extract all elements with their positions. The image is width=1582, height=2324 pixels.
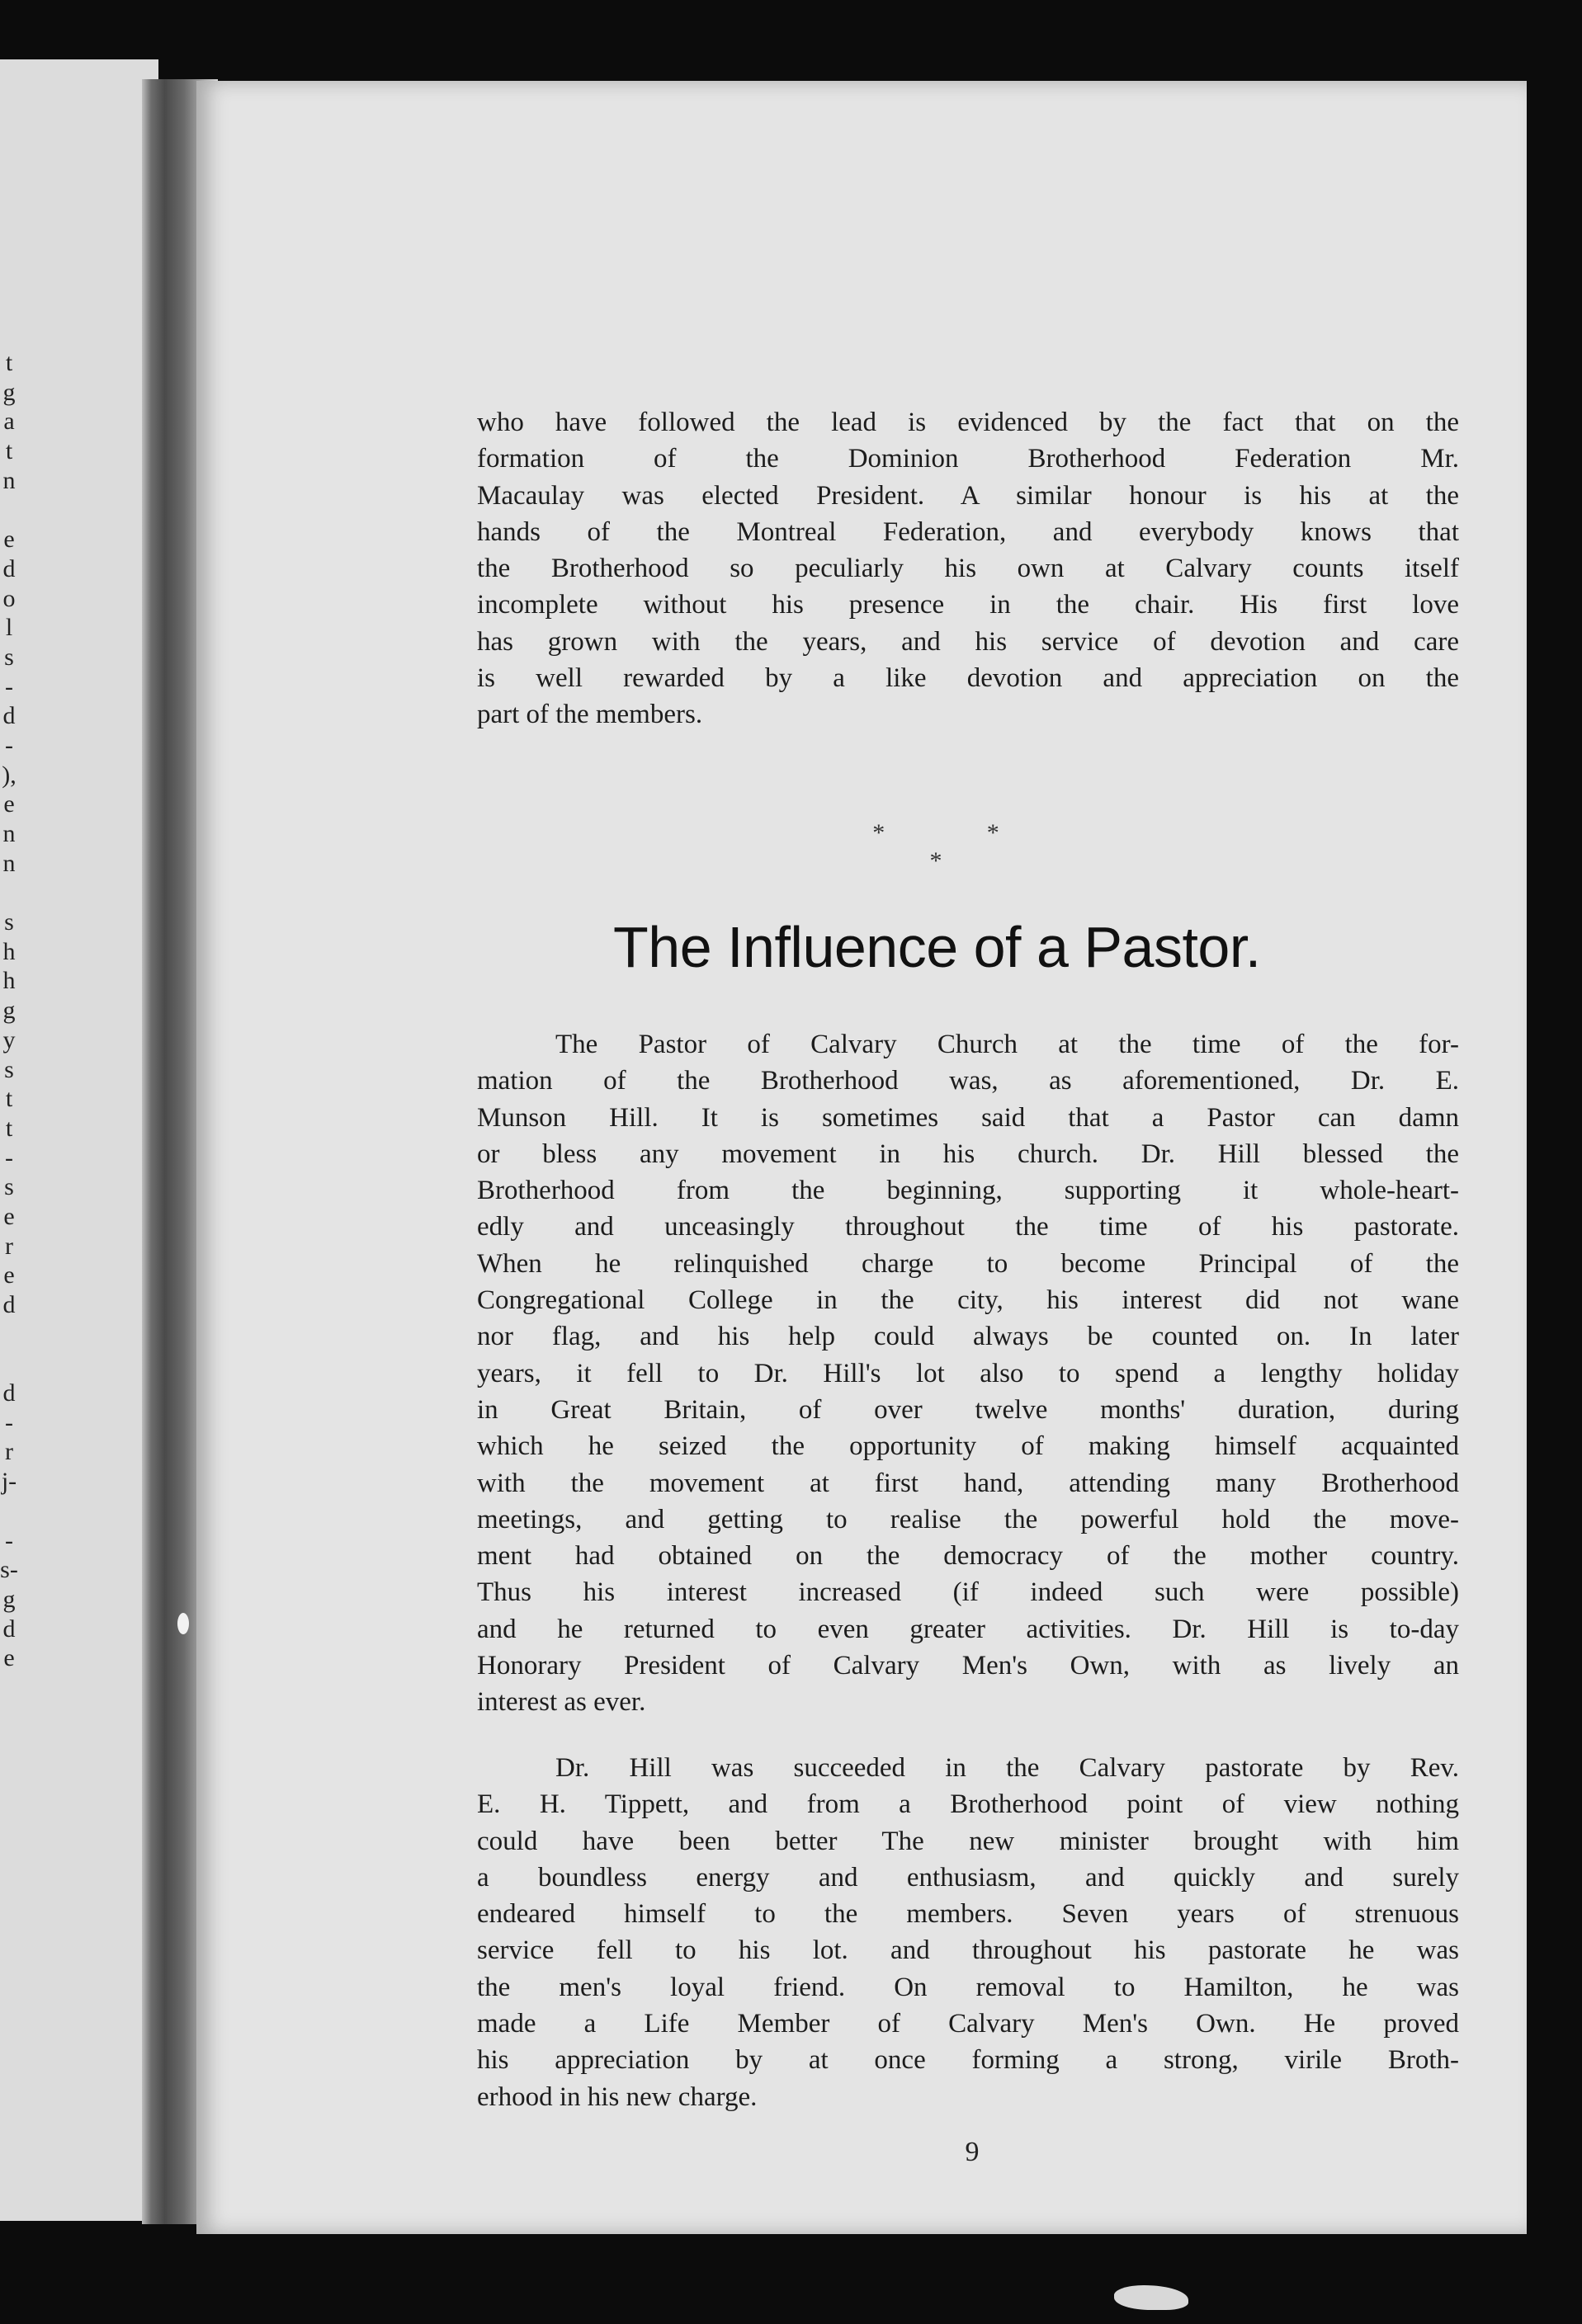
- cropped-letter: d: [2, 554, 16, 582]
- document-page: [196, 81, 1527, 2234]
- cropped-letter: s: [4, 908, 14, 936]
- cropped-letter: d: [2, 1291, 16, 1318]
- section-separator: * * *: [872, 819, 1047, 874]
- cropped-letter: r: [5, 1438, 13, 1466]
- cropped-letter: [0, 495, 18, 525]
- text-line: Macaulay was elected President. A similar honour is his at the: [477, 480, 1459, 511]
- page-number: 9: [965, 2137, 980, 2167]
- cropped-letter: a: [3, 408, 15, 436]
- cropped-letter: y: [2, 1025, 16, 1054]
- text-line: or bless any movement in his church. Dr. Hill blessed the: [477, 1138, 1459, 1169]
- cropped-letter: [0, 878, 18, 907]
- text-line: Thus his interest increased (if indeed such were possible): [477, 1577, 1459, 1608]
- text-line: Dr. Hill was succeeded in the Calvary pastorate by Rev.: [555, 1753, 1459, 1783]
- cropped-letter: s-: [0, 1556, 18, 1584]
- text-line: with the movement at first hand, attending many Brotherhood: [477, 1468, 1459, 1498]
- left-page-cropped-text: [0, 348, 18, 1673]
- text-line: Munson Hill. It is sometimes said that a Pastor can damn: [477, 1102, 1459, 1133]
- text-line: which he seized the opportunity of making himself acquainted: [477, 1431, 1459, 1462]
- text-line: who have followed the lead is evidenced by the fact that on the: [477, 408, 1459, 437]
- cropped-letter: g: [2, 378, 16, 406]
- text-line: ment had obtained on the democracy of the mother country.: [477, 1541, 1459, 1572]
- cropped-letter: g: [2, 1585, 16, 1613]
- cropped-letter: [0, 1320, 18, 1350]
- cropped-letter: h: [2, 937, 16, 965]
- text-line: Honorary President of Calvary Men's Own, with as lively an: [477, 1651, 1459, 1681]
- cropped-letter: ),: [2, 761, 17, 789]
- cropped-letter: -: [5, 1143, 13, 1171]
- cropped-letter: [0, 1497, 18, 1526]
- text-line: part of the members.: [477, 700, 703, 730]
- cropped-letter: l: [5, 614, 13, 642]
- cropped-letter: t: [5, 437, 13, 465]
- text-line: nor flag, and his help could always be counted on. In later: [477, 1322, 1459, 1352]
- cropped-letter: s: [4, 643, 14, 671]
- cropped-letter: n: [2, 849, 16, 877]
- text-line: meetings, and getting to realise the powerful hold the move-: [477, 1504, 1459, 1534]
- cropped-letter: j-: [1, 1468, 17, 1496]
- left-facing-page: [0, 59, 158, 2221]
- cropped-letter: h: [2, 967, 16, 995]
- paragraph-2: [477, 1026, 1459, 1721]
- cropped-letter: n: [2, 820, 16, 847]
- paragraph-1: [477, 404, 1459, 733]
- text-line: When he relinquished charge to become Principal of the: [477, 1248, 1459, 1279]
- text-line: and he returned to even greater activities. Dr. Hill is to-day: [477, 1614, 1459, 1644]
- text-line: edly and unceasingly throughout the time of his pastorate.: [477, 1212, 1459, 1242]
- cropped-letter: -: [5, 731, 13, 759]
- text-line: hands of the Montreal Federation, and everybody knows that: [477, 516, 1459, 547]
- cropped-letter: g: [2, 997, 16, 1025]
- text-line: could have been better The new minister brought with him: [477, 1826, 1459, 1856]
- section-heading: The Influence of a Pastor.: [613, 915, 1261, 979]
- text-line: Brotherhood from the beginning, supporting it whole-heart-: [477, 1176, 1459, 1206]
- text-line: erhood in his new charge.: [477, 2081, 758, 2112]
- cropped-letter: t: [5, 349, 13, 376]
- text-line: The Pastor of Calvary Church at the time of the for-: [555, 1030, 1459, 1059]
- text-line: formation of the Dominion Brotherhood Federation Mr.: [477, 444, 1459, 474]
- text-line: has grown with the years, and his service of devotion and care: [477, 626, 1459, 657]
- cropped-letter: d: [2, 702, 16, 730]
- text-line: a boundless energy and enthusiasm, and quickly and surely: [477, 1862, 1459, 1893]
- cropped-letter: e: [3, 526, 15, 554]
- text-line: the men's loyal friend. On removal to Hamilton, he was: [477, 1972, 1459, 2002]
- cropped-letter: d: [2, 1615, 16, 1643]
- cropped-letter: t: [5, 1085, 13, 1113]
- cropped-letter: s: [4, 1055, 14, 1083]
- cropped-letter: -: [5, 1408, 13, 1436]
- cropped-letter: e: [3, 1202, 15, 1230]
- text-line: interest as ever.: [477, 1687, 646, 1718]
- cropped-letter: s: [4, 1173, 14, 1201]
- cropped-letter: e: [3, 1644, 15, 1672]
- text-line: incomplete without his presence in the chair. His first love: [477, 590, 1459, 620]
- cropped-letter: e: [3, 790, 15, 818]
- text-line: his appreciation by at once forming a strong, virile Broth-: [477, 2045, 1459, 2076]
- cropped-letter: o: [2, 584, 16, 612]
- cropped-letter: [0, 1349, 18, 1379]
- text-line: endeared himself to the members. Seven years of strenuous: [477, 1899, 1459, 1930]
- cropped-letter: d: [2, 1379, 16, 1407]
- text-line: made a Life Member of Calvary Men's Own. He proved: [477, 2009, 1459, 2039]
- cropped-letter: n: [2, 466, 16, 494]
- cropped-letter: t: [5, 1114, 13, 1142]
- text-line: Congregational College in the city, his interest did not wane: [477, 1285, 1459, 1316]
- cropped-letter: e: [3, 1261, 15, 1289]
- text-line: in Great Britain, of over twelve months' duration, during: [477, 1394, 1459, 1425]
- text-line: service fell to his lot. and throughout his pastorate he was: [477, 1935, 1459, 1966]
- scan-speck: [177, 1613, 189, 1634]
- text-line: is well rewarded by a like devotion and appreciation on the: [477, 663, 1459, 694]
- text-line: E. H. Tippett, and from a Brotherhood point of view nothing: [477, 1789, 1459, 1820]
- text-line: years, it fell to Dr. Hill's lot also to spend a lengthy holiday: [477, 1358, 1459, 1388]
- cropped-letter: r: [5, 1232, 13, 1260]
- text-line: the Brotherhood so peculiarly his own at Calvary counts itself: [477, 554, 1459, 584]
- paragraph-3: [477, 1750, 1459, 2115]
- cropped-letter: -: [5, 672, 13, 700]
- cropped-letter: -: [5, 1526, 13, 1554]
- text-line: mation of the Brotherhood was, as aforementioned, Dr. E.: [477, 1066, 1459, 1096]
